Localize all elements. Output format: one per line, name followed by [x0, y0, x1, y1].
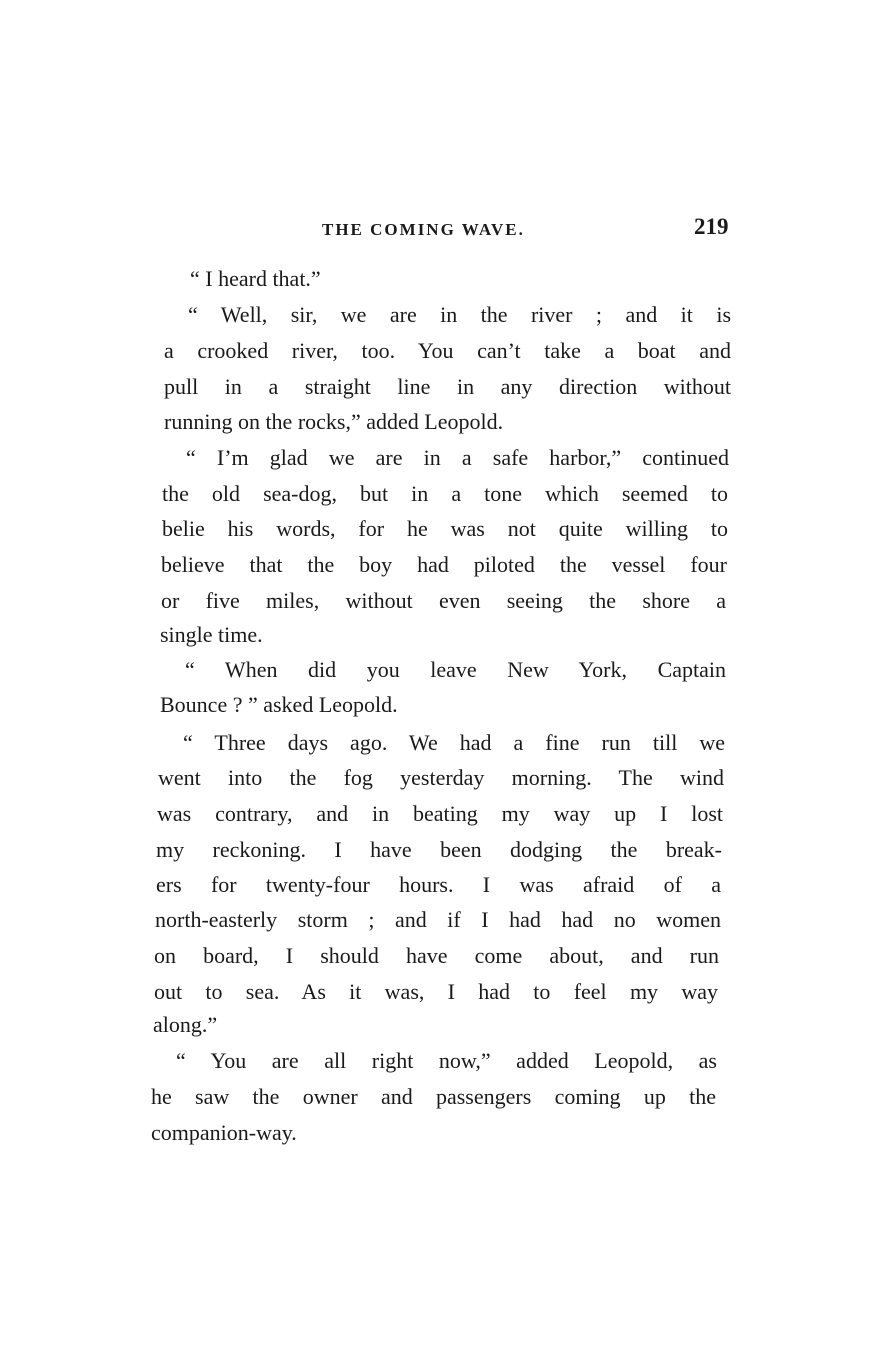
text-line: running on the rocks,” added Leopold. [164, 409, 504, 434]
text-line: companion-way. [151, 1120, 297, 1145]
text-line: was contrary, and in beating my way up I lost [157, 801, 723, 826]
running-title: THE COMING WAVE. [322, 220, 525, 239]
text-line: pull in a straight line in any direction without [164, 374, 731, 399]
text-line: “ I heard that.” [190, 266, 321, 291]
text-line: he saw the owner and passengers coming up the [151, 1084, 716, 1109]
text-line: “ You are all right now,” added Leopold, as [176, 1048, 717, 1073]
text-line: ers for twenty-four hours. I was afraid of a [156, 872, 721, 897]
text-line: went into the fog yesterday morning. The wind [158, 765, 724, 790]
text-line: believe that the boy had piloted the vessel four [161, 552, 727, 577]
text-line: Bounce ? ” asked Leopold. [160, 692, 398, 717]
text-line: on board, I should have come about, and run [154, 943, 719, 968]
text-line: “ Well, sir, we are in the river ; and it is [188, 302, 731, 327]
text-line: belie his words, for he was not quite willing to [162, 516, 728, 541]
text-line: a crooked river, too. You can’t take a boat and [164, 338, 731, 363]
text-line: along.” [153, 1012, 218, 1037]
text-line: “ I’m glad we are in a safe harbor,” continued [186, 445, 729, 470]
text-line: or five miles, without even seeing the shore a [161, 588, 726, 613]
text-line: north-easterly storm ; and if I had had no women [155, 907, 721, 932]
text-line: my reckoning. I have been dodging the break- [156, 837, 722, 862]
text-line: the old sea-dog, but in a tone which seemed to [162, 481, 728, 506]
text-line: “ Three days ago. We had a fine run till we [183, 730, 725, 755]
text-line: out to sea. As it was, I had to feel my way [154, 979, 718, 1004]
text-line: single time. [160, 622, 263, 647]
page-number: 219 [694, 214, 729, 239]
text-line: “ When did you leave New York, Captain [185, 657, 726, 682]
